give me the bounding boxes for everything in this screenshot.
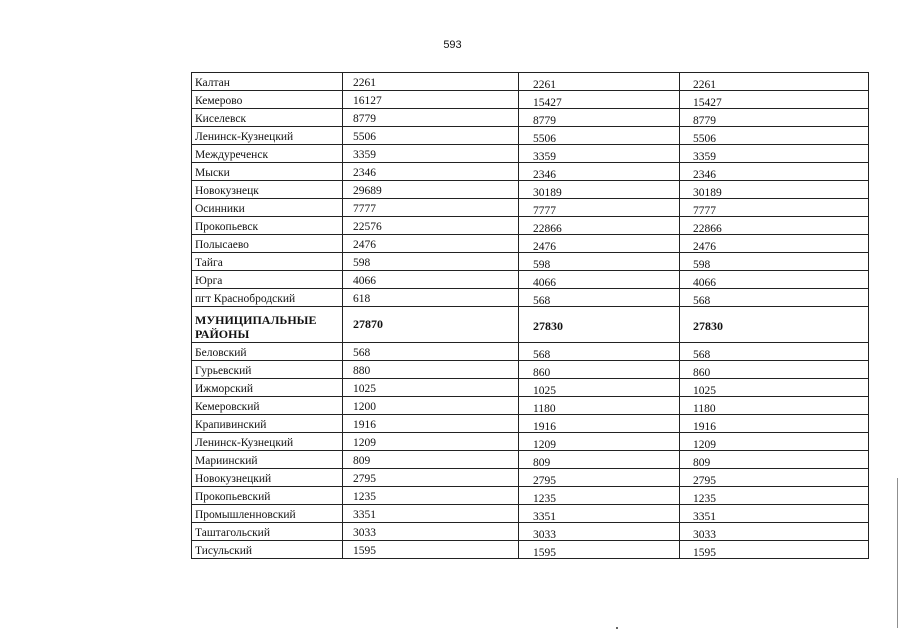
row-value-3-cell bbox=[680, 199, 869, 217]
row-value-2-cell bbox=[519, 433, 680, 451]
row-value-2-cell bbox=[519, 199, 680, 217]
row-value-1-text: 1916 bbox=[353, 419, 376, 431]
row-value-2-text: 3359 bbox=[533, 151, 556, 163]
row-value-2-text: 2476 bbox=[533, 241, 556, 253]
row-value-2-text: 27830 bbox=[533, 319, 563, 333]
row-value-3-cell bbox=[680, 523, 869, 541]
row-name-text: Промышленновский bbox=[195, 509, 296, 521]
row-value-3-cell bbox=[680, 433, 869, 451]
row-value-1-text: 809 bbox=[353, 455, 371, 467]
row-value-2-cell bbox=[519, 415, 680, 433]
row-value-1-text: 2795 bbox=[353, 473, 376, 485]
row-value-1-cell bbox=[343, 253, 519, 271]
row-name-cell bbox=[192, 541, 343, 559]
row-value-3-text: 598 bbox=[693, 259, 711, 271]
row-value-1-cell bbox=[343, 307, 519, 343]
row-value-1-text: 29689 bbox=[353, 185, 382, 197]
row-value-3-text: 22866 bbox=[693, 223, 722, 235]
row-value-3-cell bbox=[680, 127, 869, 145]
row-value-3-cell bbox=[680, 217, 869, 235]
row-value-2-cell bbox=[519, 217, 680, 235]
row-value-2-text: 809 bbox=[533, 457, 551, 469]
table-row bbox=[192, 397, 869, 415]
row-value-3-text: 1209 bbox=[693, 439, 716, 451]
row-name-cell bbox=[192, 181, 343, 199]
row-value-2-cell bbox=[519, 145, 680, 163]
row-value-1-cell bbox=[343, 199, 519, 217]
row-value-1-text: 1595 bbox=[353, 545, 376, 557]
row-value-3-cell bbox=[680, 505, 869, 523]
scan-margin-line bbox=[897, 478, 898, 628]
row-value-3-text: 1180 bbox=[693, 403, 716, 415]
row-value-3-text: 568 bbox=[693, 349, 711, 361]
row-value-1-text: 3359 bbox=[353, 149, 376, 161]
row-value-2-text: 1025 bbox=[533, 385, 556, 397]
row-name-text: пгт Краснобродский bbox=[195, 293, 296, 305]
row-value-2-cell bbox=[519, 469, 680, 487]
row-name-text: Мыски bbox=[195, 167, 230, 179]
row-value-3-text: 860 bbox=[693, 367, 711, 379]
row-value-3-cell bbox=[680, 379, 869, 397]
row-value-1-text: 3351 bbox=[353, 509, 376, 521]
row-value-3-text: 5506 bbox=[693, 133, 716, 145]
row-value-3-text: 3351 bbox=[693, 511, 716, 523]
row-name-cell bbox=[192, 361, 343, 379]
row-value-3-text: 568 bbox=[693, 295, 711, 307]
row-value-1-text: 8779 bbox=[353, 113, 376, 125]
row-value-2-cell bbox=[519, 73, 680, 91]
row-value-1-text: 618 bbox=[353, 293, 371, 305]
row-value-1-text: 1200 bbox=[353, 401, 376, 413]
row-value-2-text: 598 bbox=[533, 259, 551, 271]
row-name-cell bbox=[192, 487, 343, 505]
row-value-1-text: 27870 bbox=[353, 317, 383, 331]
row-name-text: Крапивинский bbox=[195, 419, 267, 431]
row-value-3-text: 7777 bbox=[693, 205, 716, 217]
row-name-cell bbox=[192, 415, 343, 433]
row-name-text: Калтан bbox=[195, 77, 230, 89]
table-row bbox=[192, 541, 869, 559]
row-value-2-text: 8779 bbox=[533, 115, 556, 127]
row-name-cell bbox=[192, 235, 343, 253]
row-name-text: Прокопьевский bbox=[195, 491, 271, 503]
row-value-1-cell bbox=[343, 271, 519, 289]
row-name-cell bbox=[192, 505, 343, 523]
row-value-2-cell bbox=[519, 523, 680, 541]
row-value-1-cell bbox=[343, 433, 519, 451]
row-value-2-text: 2261 bbox=[533, 79, 556, 91]
row-value-3-cell bbox=[680, 487, 869, 505]
row-value-2-cell bbox=[519, 109, 680, 127]
section-row bbox=[192, 307, 869, 343]
row-name-text: Гурьевский bbox=[195, 365, 252, 377]
table-row bbox=[192, 523, 869, 541]
row-value-1-text: 1025 bbox=[353, 383, 376, 395]
row-value-1-text: 568 bbox=[353, 347, 371, 359]
row-value-3-text: 1025 bbox=[693, 385, 716, 397]
row-name-cell bbox=[192, 73, 343, 91]
row-value-3-cell bbox=[680, 253, 869, 271]
row-name-cell bbox=[192, 91, 343, 109]
row-value-3-cell bbox=[680, 307, 869, 343]
table-row bbox=[192, 505, 869, 523]
page-number: 593 bbox=[443, 39, 462, 51]
row-value-1-cell bbox=[343, 361, 519, 379]
row-value-3-cell bbox=[680, 469, 869, 487]
row-name-cell bbox=[192, 397, 343, 415]
row-value-1-text: 22576 bbox=[353, 221, 382, 233]
row-value-2-cell bbox=[519, 91, 680, 109]
row-value-1-cell bbox=[343, 469, 519, 487]
row-name-cell bbox=[192, 343, 343, 361]
row-name-text: Полысаево bbox=[195, 239, 249, 251]
table-row bbox=[192, 253, 869, 271]
row-value-1-cell bbox=[343, 91, 519, 109]
row-name-text: Междуреченск bbox=[195, 149, 269, 161]
table-row bbox=[192, 127, 869, 145]
row-value-3-text: 2261 bbox=[693, 79, 716, 91]
row-value-2-cell bbox=[519, 541, 680, 559]
row-value-2-text: 1180 bbox=[533, 403, 556, 415]
row-value-2-cell bbox=[519, 361, 680, 379]
table-row bbox=[192, 235, 869, 253]
row-name-text: Ленинск-Кузнецкий bbox=[195, 437, 294, 449]
row-name-cell bbox=[192, 145, 343, 163]
row-value-2-text: 2346 bbox=[533, 169, 556, 181]
row-name-cell bbox=[192, 523, 343, 541]
row-value-1-cell bbox=[343, 217, 519, 235]
row-name-cell bbox=[192, 163, 343, 181]
row-value-1-cell bbox=[343, 379, 519, 397]
table-row bbox=[192, 343, 869, 361]
row-value-1-text: 2346 bbox=[353, 167, 376, 179]
row-value-3-cell bbox=[680, 181, 869, 199]
row-value-2-text: 1209 bbox=[533, 439, 556, 451]
row-value-1-text: 3033 bbox=[353, 527, 376, 539]
row-value-3-cell bbox=[680, 343, 869, 361]
table-body bbox=[192, 73, 869, 559]
row-name-text: Новокузнецкий bbox=[195, 473, 272, 485]
row-value-3-cell bbox=[680, 451, 869, 469]
row-name-cell bbox=[192, 217, 343, 235]
table-row bbox=[192, 451, 869, 469]
row-name-cell bbox=[192, 469, 343, 487]
row-value-2-text: 1595 bbox=[533, 547, 556, 559]
table-row bbox=[192, 199, 869, 217]
row-name-cell bbox=[192, 127, 343, 145]
row-value-1-cell bbox=[343, 523, 519, 541]
row-name-text: Кемерово bbox=[195, 95, 243, 107]
row-value-2-cell bbox=[519, 181, 680, 199]
row-value-3-cell bbox=[680, 541, 869, 559]
row-value-2-cell bbox=[519, 271, 680, 289]
row-value-2-text: 7777 bbox=[533, 205, 556, 217]
row-value-2-cell bbox=[519, 343, 680, 361]
row-value-2-text: 860 bbox=[533, 367, 551, 379]
row-value-2-cell bbox=[519, 253, 680, 271]
row-value-1-cell bbox=[343, 415, 519, 433]
table-row bbox=[192, 181, 869, 199]
row-value-3-text: 1595 bbox=[693, 547, 716, 559]
row-value-2-cell bbox=[519, 235, 680, 253]
row-name-text: Ижморский bbox=[195, 383, 254, 395]
row-value-2-text: 4066 bbox=[533, 277, 556, 289]
table-row bbox=[192, 487, 869, 505]
row-value-3-cell bbox=[680, 415, 869, 433]
row-value-1-cell bbox=[343, 109, 519, 127]
row-name-text: Кемеровский bbox=[195, 401, 260, 413]
row-value-1-text: 1209 bbox=[353, 437, 376, 449]
row-value-2-text: 5506 bbox=[533, 133, 556, 145]
row-value-2-cell bbox=[519, 307, 680, 343]
row-name-cell bbox=[192, 307, 343, 343]
row-name-text: Юрга bbox=[195, 275, 223, 287]
row-name-text: Киселевск bbox=[195, 113, 247, 125]
row-value-2-text: 2795 bbox=[533, 475, 556, 487]
row-value-3-cell bbox=[680, 145, 869, 163]
row-name-cell bbox=[192, 109, 343, 127]
row-value-1-cell bbox=[343, 487, 519, 505]
row-value-2-text: 3033 bbox=[533, 529, 556, 541]
row-value-1-cell bbox=[343, 289, 519, 307]
row-value-2-text: 1916 bbox=[533, 421, 556, 433]
row-value-2-text: 1235 bbox=[533, 493, 556, 505]
row-value-1-cell bbox=[343, 343, 519, 361]
row-name-cell bbox=[192, 433, 343, 451]
row-name-cell bbox=[192, 253, 343, 271]
row-name-text: Беловский bbox=[195, 347, 247, 359]
row-name-text: МУНИЦИПАЛЬНЫЕ РАЙОНЫ bbox=[195, 313, 317, 341]
row-name-text: Мариинский bbox=[195, 455, 258, 467]
row-value-1-cell bbox=[343, 127, 519, 145]
row-value-1-text: 2261 bbox=[353, 77, 376, 89]
row-value-2-text: 3351 bbox=[533, 511, 556, 523]
row-value-3-text: 3359 bbox=[693, 151, 716, 163]
row-value-1-text: 880 bbox=[353, 365, 371, 377]
row-name-text: Осинники bbox=[195, 203, 245, 215]
row-value-2-text: 22866 bbox=[533, 223, 562, 235]
row-value-1-cell bbox=[343, 235, 519, 253]
row-name-text: Ленинск-Кузнецкий bbox=[195, 131, 294, 143]
row-value-2-text: 30189 bbox=[533, 187, 562, 199]
row-value-1-text: 4066 bbox=[353, 275, 376, 287]
row-name-text: Тисульский bbox=[195, 545, 253, 557]
row-value-2-text: 15427 bbox=[533, 97, 562, 109]
row-value-1-cell bbox=[343, 145, 519, 163]
row-value-1-text: 5506 bbox=[353, 131, 376, 143]
row-value-1-cell bbox=[343, 451, 519, 469]
row-value-3-text: 8779 bbox=[693, 115, 716, 127]
table-row bbox=[192, 73, 869, 91]
row-name-cell bbox=[192, 451, 343, 469]
row-value-3-text: 2476 bbox=[693, 241, 716, 253]
row-value-3-text: 809 bbox=[693, 457, 711, 469]
row-value-2-cell bbox=[519, 451, 680, 469]
row-value-1-cell bbox=[343, 181, 519, 199]
row-value-1-cell bbox=[343, 397, 519, 415]
row-value-1-text: 1235 bbox=[353, 491, 376, 503]
row-value-2-cell bbox=[519, 289, 680, 307]
row-name-text: Новокузнецк bbox=[195, 185, 259, 197]
table-row bbox=[192, 145, 869, 163]
row-name-cell bbox=[192, 379, 343, 397]
row-value-2-cell bbox=[519, 379, 680, 397]
row-value-3-cell bbox=[680, 271, 869, 289]
row-value-2-cell bbox=[519, 127, 680, 145]
row-value-2-text: 568 bbox=[533, 295, 551, 307]
row-value-3-text: 15427 bbox=[693, 97, 722, 109]
data-table bbox=[191, 72, 869, 559]
row-value-1-text: 598 bbox=[353, 257, 371, 269]
table-row bbox=[192, 361, 869, 379]
row-value-1-text: 2476 bbox=[353, 239, 376, 251]
row-value-3-cell bbox=[680, 91, 869, 109]
row-value-3-cell bbox=[680, 361, 869, 379]
row-value-3-text: 1235 bbox=[693, 493, 716, 505]
table-row bbox=[192, 217, 869, 235]
row-name-text: Тайга bbox=[195, 257, 223, 269]
row-name-text: Таштагольский bbox=[195, 527, 270, 539]
row-name-cell bbox=[192, 271, 343, 289]
row-value-1-cell bbox=[343, 505, 519, 523]
row-value-1-cell bbox=[343, 73, 519, 91]
row-value-1-cell bbox=[343, 541, 519, 559]
row-value-3-cell bbox=[680, 163, 869, 181]
scan-speck bbox=[616, 627, 618, 629]
row-name-cell bbox=[192, 289, 343, 307]
row-name-text: Прокопьевск bbox=[195, 221, 259, 233]
row-value-1-text: 7777 bbox=[353, 203, 376, 215]
table-row bbox=[192, 163, 869, 181]
table-row bbox=[192, 433, 869, 451]
row-value-3-text: 2795 bbox=[693, 475, 716, 487]
row-value-3-text: 3033 bbox=[693, 529, 716, 541]
table-row bbox=[192, 469, 869, 487]
row-value-1-cell bbox=[343, 163, 519, 181]
table-row bbox=[192, 415, 869, 433]
table-row bbox=[192, 271, 869, 289]
row-value-3-text: 1916 bbox=[693, 421, 716, 433]
row-value-3-cell bbox=[680, 109, 869, 127]
row-value-2-cell bbox=[519, 505, 680, 523]
row-value-2-cell bbox=[519, 487, 680, 505]
row-value-2-cell bbox=[519, 397, 680, 415]
row-value-3-cell bbox=[680, 235, 869, 253]
row-value-1-text: 16127 bbox=[353, 95, 382, 107]
row-value-3-cell bbox=[680, 73, 869, 91]
row-value-3-cell bbox=[680, 289, 869, 307]
row-value-2-text: 568 bbox=[533, 349, 551, 361]
table-row bbox=[192, 289, 869, 307]
table-row bbox=[192, 379, 869, 397]
table-row bbox=[192, 91, 869, 109]
row-value-3-cell bbox=[680, 397, 869, 415]
row-value-3-text: 2346 bbox=[693, 169, 716, 181]
row-name-cell bbox=[192, 199, 343, 217]
row-value-3-text: 27830 bbox=[693, 319, 723, 333]
row-value-3-text: 30189 bbox=[693, 187, 722, 199]
table-row bbox=[192, 109, 869, 127]
row-value-2-cell bbox=[519, 163, 680, 181]
row-value-3-text: 4066 bbox=[693, 277, 716, 289]
